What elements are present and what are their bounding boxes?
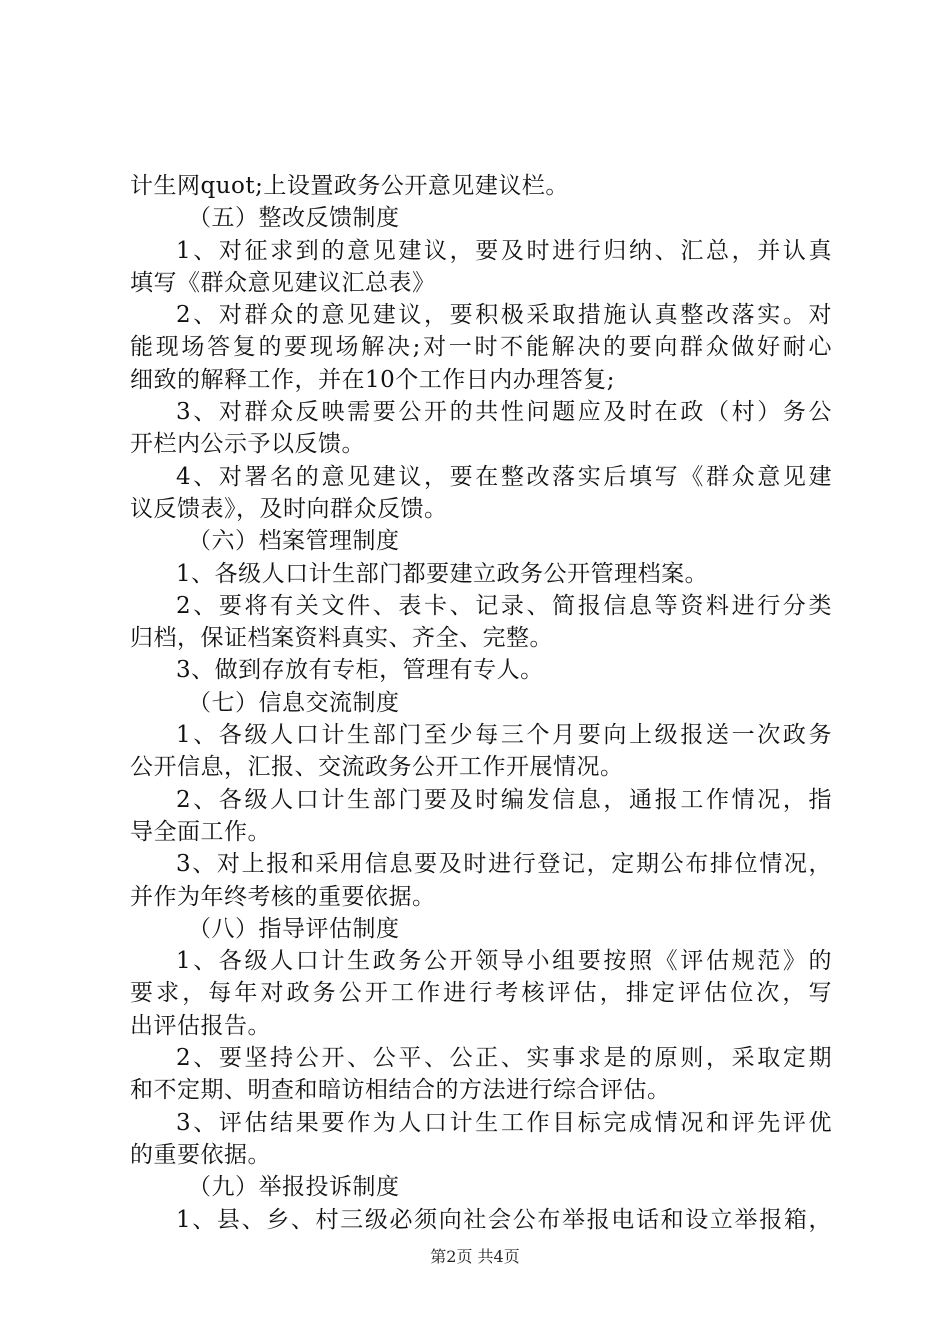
section-heading: （六）档案管理制度 bbox=[188, 528, 400, 555]
section-heading: （九）举报投诉制度 bbox=[188, 1174, 400, 1201]
text-line: 2、要将有关文件、表卡、记录、简报信息等资料进行分类 bbox=[176, 592, 832, 619]
text-line: 出评估报告。 bbox=[130, 1012, 271, 1039]
text-line: 能现场答复的要现场解决;对一时不能解决的要向群众做好耐心 bbox=[130, 334, 832, 361]
text-line: 公开信息，汇报、交流政务公开工作开展情况。 bbox=[130, 754, 624, 781]
text-line: 4、对署名的意见建议，要在整改落实后填写《群众意见建 bbox=[176, 463, 832, 490]
text-line: 填写《群众意见建议汇总表》 bbox=[130, 269, 436, 296]
text-line: 和不定期、明查和暗访相结合的方法进行综合评估。 bbox=[130, 1077, 671, 1104]
section-heading: （八）指导评估制度 bbox=[188, 915, 400, 942]
text-line: 导全面工作。 bbox=[130, 818, 271, 845]
text-line: 计生网quot;上设置政务公开意见建议栏。 bbox=[130, 173, 569, 199]
text-line: 开栏内公示予以反馈。 bbox=[130, 431, 365, 458]
text-line: 1、各级人口计生政务公开领导小组要按照《评估规范》的 bbox=[176, 948, 832, 975]
text-line: 3、评估结果要作为人口计生工作目标完成情况和评先评优 bbox=[176, 1109, 832, 1136]
section-heading: （七）信息交流制度 bbox=[188, 689, 400, 716]
section-heading: （五）整改反馈制度 bbox=[188, 205, 400, 232]
page-footer: 第2页 共4页 bbox=[430, 1247, 520, 1266]
text-line: 1、各级人口计生部门都要建立政务公开管理档案。 bbox=[176, 560, 709, 587]
text-line: 细致的解释工作，并在10个工作日内办理答复; bbox=[130, 366, 616, 393]
text-line: 要求，每年对政务公开工作进行考核评估，排定评估位次，写 bbox=[130, 980, 832, 1007]
text-line: 2、各级人口计生部门要及时编发信息，通报工作情况，指 bbox=[176, 786, 832, 813]
text-line: 1、各级人口计生部门至少每三个月要向上级报送一次政务 bbox=[176, 722, 832, 749]
document-body bbox=[130, 170, 832, 1236]
text-line: 归档，保证档案资料真实、齐全、完整。 bbox=[130, 625, 553, 652]
text-line: 的重要依据。 bbox=[130, 1141, 271, 1168]
text-line: 并作为年终考核的重要依据。 bbox=[130, 883, 436, 910]
text-line: 3、对上报和采用信息要及时进行登记，定期公布排位情况， bbox=[176, 851, 832, 878]
text-line: 2、对群众的意见建议，要积极采取措施认真整改落实。对 bbox=[176, 302, 832, 329]
text-line: 3、做到存放有专柜，管理有专人。 bbox=[176, 657, 544, 684]
text-line: 1、县、乡、村三级必须向社会公布举报电话和设立举报箱， bbox=[176, 1206, 832, 1233]
text-line: 议反馈表》，及时向群众反馈。 bbox=[130, 495, 448, 522]
text-line: 2、要坚持公开、公平、公正、实事求是的原则，采取定期 bbox=[176, 1045, 832, 1072]
text-line: 3、对群众反映需要公开的共性问题应及时在政（村）务公 bbox=[176, 399, 832, 426]
text-line: 1、对征求到的意见建议，要及时进行归纳、汇总，并认真 bbox=[176, 237, 832, 264]
